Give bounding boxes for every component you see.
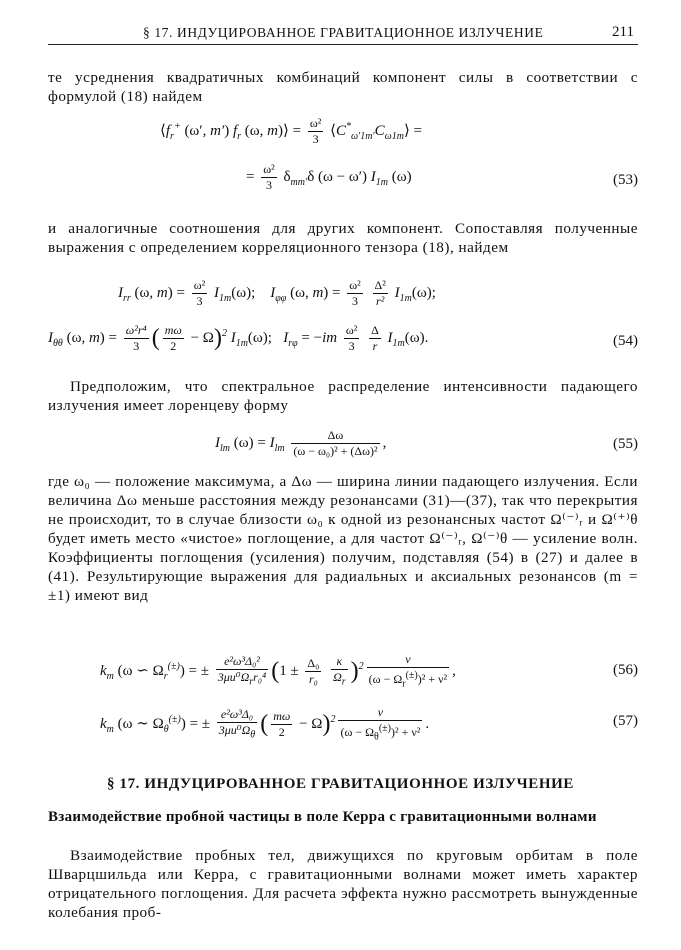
- paragraph-4: где ω₀ — положение максимума, а Δω — ширина линии падающего излучения. Если величина Δω меньше расстояния между резонансами (31)—(37), так что перекрытия не происходит, то в случае близости ω₀ к одной из резонансных частот Ω⁽⁻⁾ᵣ и Ω⁽⁺⁾θ будет иметь место «чистое» поглощение, а для частот Ω⁽⁻⁾ᵣ, Ω⁽⁻⁾θ — усиление волн. Коэффициенты поглощения (усиления) получим, подставляя (54) в (27) и далее в (41). Результирующие выражения для радиальных и аксиальных резонансов (m = ±1) имеют вид: [48, 473, 638, 604]
- paragraph-5: Взаимодействие пробных тел, движущихся по круговым орбитам в поле Шварцшильда или Керра, с гравитационными волнами может иметь характер отрицательного поглощения. Для расчета эффекта нужно рассмотреть вынужденные колебания проб-: [48, 847, 638, 921]
- equation-53-number: (53): [613, 172, 638, 188]
- section-title: § 17. ИНДУЦИРОВАННОЕ ГРАВИТАЦИОННОЕ ИЗЛУЧЕНИЕ: [107, 776, 574, 792]
- page-header: [48, 22, 638, 45]
- equation-56-number: (56): [613, 662, 638, 678]
- paragraph-1: те усреднения квадратичных комбинаций компонент силы в соответствии с формулой (18) найдем: [48, 69, 638, 105]
- equation-54-number: (54): [613, 333, 638, 349]
- equation-53-line-2: = $\frac{\text{ω²}}{3}$ $\delta_{mm'}\delta$ (ω − ω′) $I_{1m}$ (ω): [246, 162, 412, 192]
- equation-57: $k_m$ (ω ∼ $\Omega_\theta^{(\pm)}$) = ± $\frac{\text{e²ω³Δ₀}}{3\mu u^0\Omega_\theta}$ ( $\frac{m\omega}{2}$ − Ω)$^2$ $\frac{\nu}{(\omega - \Omega_\theta^{(\pm)})^2 + \nu^2}$ .: [100, 705, 430, 743]
- equation-54-line-1: $I_{rr}$ (ω, m) = $\frac{\text{ω²}}{3}$ $I_{1m}(\omega)$; $I_{\varphi\varphi}$ (ω, m) = $\frac{\text{ω²}}{3}$ $\frac{\text{Δ²}}{\text{r²}}$ $I_{1m}(\omega)$;: [118, 278, 436, 308]
- equation-55: $I_{lm}$ $(\omega) = I_{lm}$ $\frac{\Delta\omega}{\text{(ω − ω₀)² + (Δω)²}}$ ,: [215, 428, 387, 458]
- page-number: 211: [612, 24, 634, 40]
- equation-55-number: (55): [613, 436, 638, 452]
- paragraph-2: и аналогичные соотношения для других компонент. Сопоставляя полученные выражения с определением корреляционного тензора (18), найдем: [48, 220, 638, 256]
- equation-54-line-2: $I_{\theta\theta}$ (ω, m) = $\frac{\text{ω²r⁴}}{3}$ ( $\frac{m\omega}{2}$ − Ω)$^2$ $I_{1m}(\omega)$; $I_{r\varphi} = -im$ $\frac{\text{ω²}}{3}$ $\frac{\Delta}{r}$ $I_{1m}(\omega)$.: [48, 323, 429, 353]
- section-subheading: Взаимодействие пробной частицы в поле Керра с гравитационными волнами: [48, 809, 597, 825]
- paragraph-3: Предположим, что спектральное распределение интенсивности падающего излучения имеет лоренцеву форму: [48, 378, 638, 414]
- running-title: § 17. ИНДУЦИРОВАННОЕ ГРАВИТАЦИОННОЕ ИЗЛУЧЕНИЕ: [143, 25, 544, 40]
- equation-57-number: (57): [613, 713, 638, 729]
- equation-56: $k_m$ (ω ∽ $\Omega_r^{(\pm)}$) = ± $\frac{\text{e²ω³Δ₀²}}{3\mu u^0\Omega_rr_0^4}$ (1 ± $\frac{\text{Δ₀}}{\text{r₀}}$ $\frac{\kappa}{\Omega_r}$ )$^2$ $\frac{\nu}{(\omega - \Omega_r^{(\pm)})^2 + \nu^2}$ ,: [100, 652, 456, 690]
- equation-53-line-1: $⟨f_r^+$ (ω′, m′) $f_r$ (ω, m)⟩ = $\frac{\text{ω²}}{3}$ $⟨C^*_{\omega'1m'}C_{\omega 1m}⟩$ =: [160, 116, 422, 146]
